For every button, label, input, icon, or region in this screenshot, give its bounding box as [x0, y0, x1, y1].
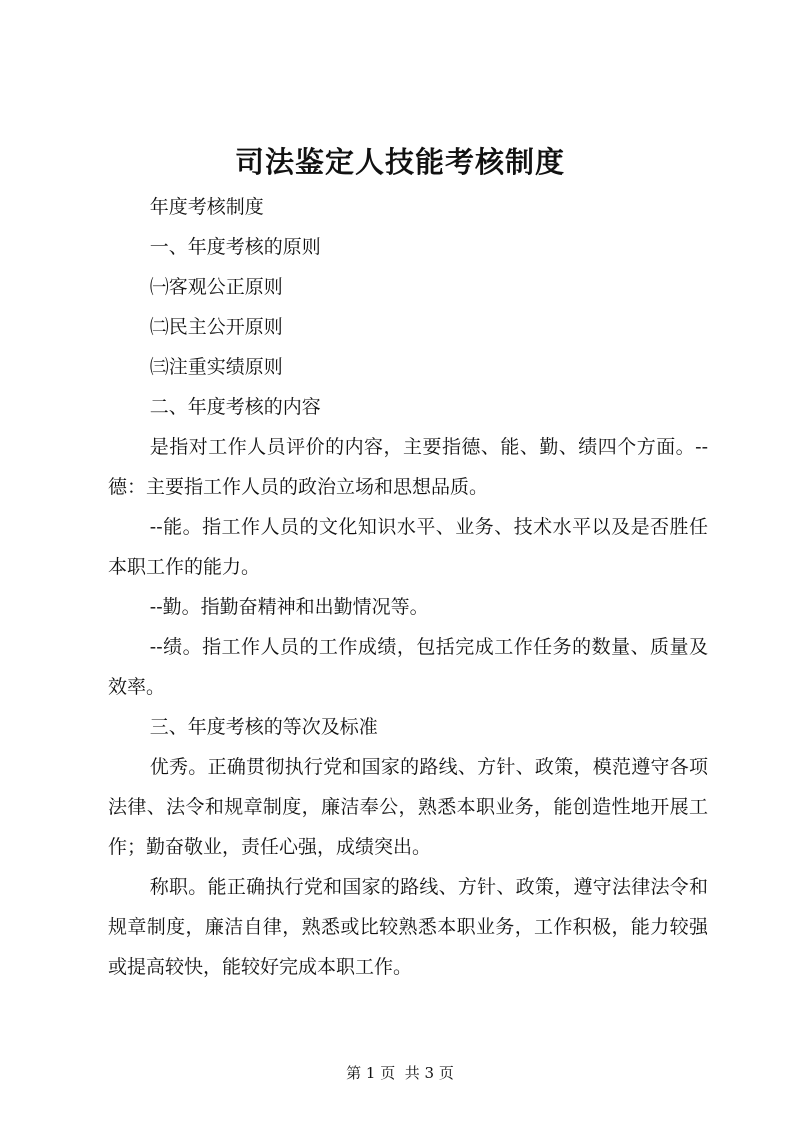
paragraph-content-definition: 是指对工作人员评价的内容，主要指德、能、勤、绩四个方面。--德：主要指工作人员的政治立场和思想品质。: [108, 436, 708, 498]
paragraph-diligence: --勤。指勤奋精神和出勤情况等。: [149, 596, 429, 618]
principle-performance: ㈢注重实绩原则: [149, 356, 283, 378]
heading-content: 二、年度考核的内容: [149, 396, 321, 418]
paragraph-achievement: --绩。指工作人员的工作成绩，包括完成工作任务的数量、质量及效率。: [108, 636, 708, 698]
page-footer: [0, 1062, 800, 1084]
page-number-label: 第 1 页 共 3 页: [346, 1064, 454, 1082]
heading-principles: 一、年度考核的原则: [149, 236, 321, 258]
principle-democratic-open: ㈡民主公开原则: [149, 316, 283, 338]
paragraph-annual-assessment-system: 年度考核制度: [149, 196, 264, 218]
document-title: 司法鉴定人技能考核制度: [234, 145, 565, 179]
principle-objective-fair: ㈠客观公正原则: [149, 276, 283, 298]
paragraph-ability: --能。指工作人员的文化知识水平、业务、技术水平以及是否胜任本职工作的能力。: [108, 516, 708, 578]
document-body: [108, 187, 708, 987]
paragraph-excellent: 优秀。正确贯彻执行党和国家的路线、方针、政策，模范遵守各项法律、法令和规章制度，廉洁奉公，熟悉本职业务，能创造性地开展工作；勤奋敬业，责任心强，成绩突出。: [108, 756, 708, 858]
heading-grades-standards: 三、年度考核的等次及标准: [149, 716, 378, 738]
paragraph-competent: 称职。能正确执行党和国家的路线、方针、政策，遵守法律法令和规章制度，廉洁自律，熟悉或比较熟悉本职业务，工作积极，能力较强或提高较快，能较好完成本职工作。: [108, 876, 708, 978]
